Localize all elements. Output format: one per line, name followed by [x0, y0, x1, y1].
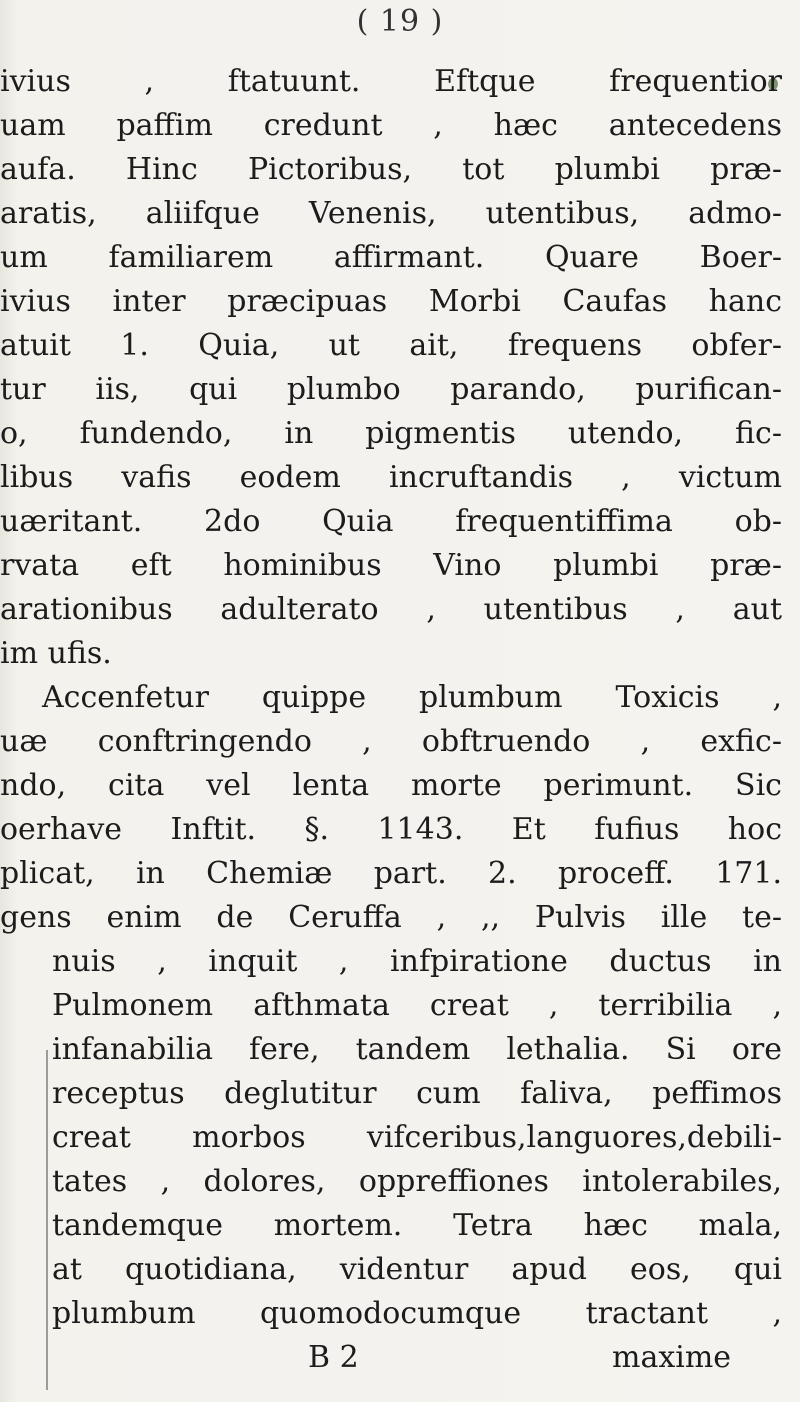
- text-line: atuit 1. Quia, ut ait, frequens obfer-: [0, 328, 782, 363]
- text-line: o, fundendo, in pigmentis utendo, fic-: [0, 416, 782, 451]
- text-line: aratis, aliifque Venenis, utentibus, admo-: [0, 196, 782, 231]
- text-line: ivius , ftatuunt. Eftque frequentior: [0, 64, 782, 99]
- text-line: uæ conftringendo , obftruendo , exfic-: [0, 724, 782, 759]
- text-line: uæritant. 2do Quia frequentiffima ob-: [0, 504, 782, 539]
- text-line: rvata eft hominibus Vino plumbi præ-: [0, 548, 782, 583]
- text-line: gens enim de Ceruffa , ,, Pulvis ille te-: [0, 900, 782, 935]
- text-line: nuis , inquit , infpiratione ductus in: [52, 944, 782, 979]
- text-line: ivius inter præcipuas Morbi Caufas hanc: [0, 284, 782, 319]
- text-line: tur iis, qui plumbo parando, purifican-: [0, 372, 782, 407]
- text-line: aufa. Hinc Pictoribus, tot plumbi præ-: [0, 152, 782, 187]
- page-footer: [0, 1336, 800, 1380]
- catchword: maxime: [612, 1340, 732, 1375]
- text-line: plicat, in Chemiæ part. 2. proceff. 171.: [0, 856, 782, 891]
- text-line: ndo, cita vel lenta morte perimunt. Sic: [0, 768, 782, 803]
- text-line: plumbum quomodocumque tractant ,: [52, 1296, 782, 1331]
- text-line: receptus deglutitur cum faliva, peffimos: [52, 1076, 782, 1111]
- signature-mark: B 2: [308, 1340, 359, 1375]
- text-line: um familiarem affirmant. Quare Boer-: [0, 240, 782, 275]
- text-line: tates , dolores, oppreffiones intolerabiles,: [52, 1164, 782, 1199]
- text-line: Pulmonem afthmata creat , terribilia ,: [52, 988, 782, 1023]
- text-line: creat morbos vifceribus,languores,debili-: [52, 1120, 782, 1155]
- text-line: at quotidiana, videntur apud eos, qui: [52, 1252, 782, 1287]
- text-line: im ufis.: [0, 636, 112, 671]
- text-line: tandemque mortem. Tetra hæc mala,: [52, 1208, 782, 1243]
- text-line: Accenfetur quippe plumbum Toxicis ,: [42, 680, 782, 715]
- text-line: uam paffim credunt , hæc antecedens: [0, 108, 782, 143]
- text-line: arationibus adulterato , utentibus , aut: [0, 592, 782, 627]
- page-number: ( 19 ): [356, 4, 444, 39]
- text-line: oerhave Inftit. §. 1143. Et fufius hoc: [0, 812, 782, 847]
- text-line: infanabilia fere, tandem lethalia. Si ore: [52, 1032, 782, 1067]
- text-line: libus vafis eodem incruftandis , victum: [0, 460, 782, 495]
